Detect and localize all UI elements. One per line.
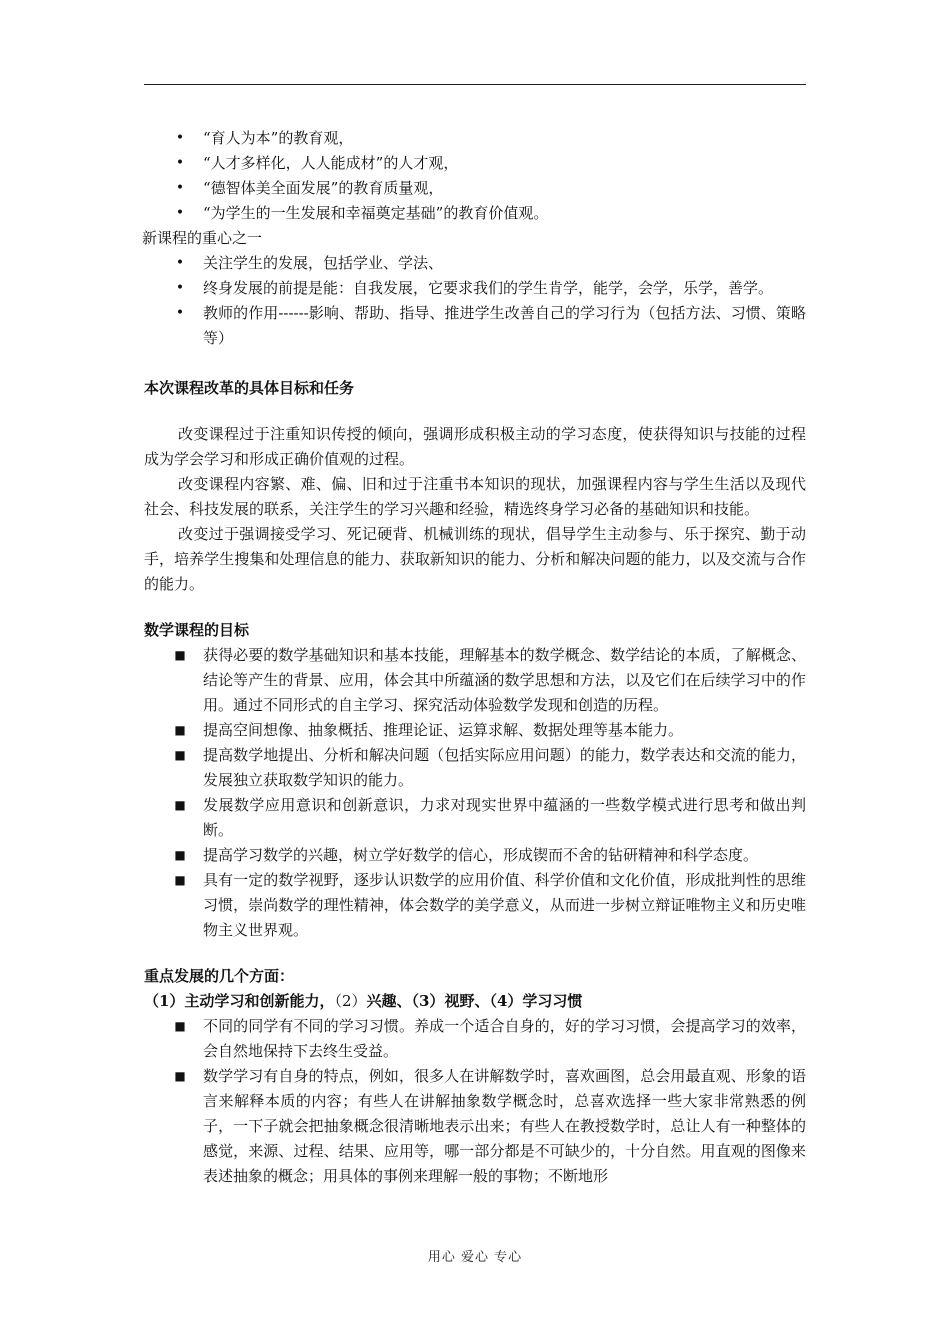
list-item: ■ 发展数学应用意识和创新意识，力求对现实世界中蕴涵的一些数学模式进行思考和做出判断。 [144, 793, 806, 843]
header-rule [144, 84, 806, 85]
reform-paragraph: 改变课程内容繁、难、偏、旧和过于注重书本知识的现状，加强课程内容与学生生活以及现代社会、科技发展的联系，关注学生的学习兴趣和经验，精选终身学习必备的基础知识和技能。 [144, 475, 806, 518]
bullet-dot-icon: • [175, 205, 185, 221]
list-item: • “为学生的一生发展和幸福奠定基础”的教育价值观。 [144, 201, 806, 226]
bullet-dot-icon: • [175, 180, 185, 196]
list-item: • “德智体美全面发展”的教育质量观， [144, 176, 806, 201]
list-item: ■ 获得必要的数学基础知识和基本技能，理解基本的数学概念、数学结论的本质，了解概念、结论等产生的背景、应用，体会其中所蕴涵的数学思想和方法，以及它们在后续学习中的作用。通过不同形式的自主学习、探究活动体验数学发现和创造的历程。 [144, 643, 806, 718]
curriculum-focus-subtitle: 新课程的重心之一 [142, 229, 263, 247]
list-item: ■ 提高空间想像、抽象概括、推理论证、运算求解、数据处理等基本能力。 [144, 718, 806, 743]
list-item: ■ 提高学习数学的兴趣，树立学好数学的信心，形成锲而不舍的钻研精神和科学态度。 [144, 843, 806, 868]
section-heading-reform-goals: 本次课程改革的具体目标和任务 [144, 379, 355, 397]
education-views-list [144, 126, 806, 226]
bullet-square-icon: ■ [174, 873, 186, 887]
key-aspects-line: （1）主动学习和创新能力，（2）兴趣、（3）视野、（4）学习习惯 [144, 992, 583, 1010]
bullet-square-icon: ■ [174, 1019, 186, 1033]
list-item: ■ 提高数学地提出、分析和解决问题（包括实际应用问题）的能力，数学表达和交流的能力，发展独立获取数学知识的能力。 [144, 743, 806, 793]
bullet-dot-icon: • [175, 155, 185, 171]
bullet-square-icon: ■ [174, 648, 186, 662]
list-item: • “育人为本”的教育观， [144, 126, 806, 151]
document-body [144, 126, 806, 1189]
list-item: • “人才多样化，人人能成材”的人才观， [144, 151, 806, 176]
reform-paragraph: 改变过于强调接受学习、死记硬背、机械训练的现状，倡导学生主动参与、乐于探究、勤于动手，培养学生搜集和处理信息的能力、获取新知识的能力、分析和解决问题的能力，以及交流与合作的能力。 [144, 525, 806, 593]
bullet-square-icon: ■ [174, 798, 186, 812]
list-item: • 终身发展的前提是能：自我发展，它要求我们的学生肯学，能学，会学，乐学，善学。 [144, 276, 806, 301]
section-heading-math-goals: 数学课程的目标 [144, 621, 250, 639]
bullet-square-icon: ■ [174, 1069, 186, 1083]
list-item: • 关注学生的发展，包括学业、学法、 [144, 251, 806, 276]
math-goals-list [144, 643, 806, 943]
page-footer: 用心 爱心 专心 [427, 1250, 523, 1265]
list-item: ■ 不同的同学有不同的学习习惯。养成一个适合自身的，好的学习习惯，会提高学习的效率，会自然地保持下去终生受益。 [144, 1014, 806, 1064]
bullet-dot-icon: • [175, 255, 185, 271]
list-item: • 教师的作用------影响、帮助、指导、推进学生改善自己的学习行为（包括方法、习惯、策略等） [144, 301, 806, 351]
bullet-square-icon: ■ [174, 848, 186, 862]
bullet-dot-icon: • [175, 130, 185, 146]
section-heading-key-aspects: 重点发展的几个方面： [144, 967, 295, 985]
list-item: ■ 具有一定的数学视野，逐步认识数学的应用价值、科学价值和文化价值，形成批判性的思维习惯，崇尚数学的理性精神，体会数学的美学意义，从而进一步树立辩证唯物主义和历史唯物主义世界观。 [144, 868, 806, 943]
bullet-square-icon: ■ [174, 723, 186, 737]
bullet-dot-icon: • [175, 305, 185, 321]
bullet-dot-icon: • [175, 280, 185, 296]
reform-paragraph: 改变课程过于注重知识传授的倾向，强调形成积极主动的学习态度，使获得知识与技能的过程成为学会学习和形成正确价值观的过程。 [144, 425, 806, 468]
bullet-square-icon: ■ [174, 748, 186, 762]
list-item: ■ 数学学习有自身的特点，例如，很多人在讲解数学时，喜欢画图，总会用最直观、形象的语言来解释本质的内容；有些人在讲解抽象数学概念时，总喜欢选择一些大家非常熟悉的例子，一下子就会把抽象概念很清晰地表示出来；有些人在教授数学时，总让人有一种整体的感觉，来源、过程、结果、应用等，哪一部分都是不可缺少的，十分自然。用直观的图像来表述抽象的概念；用具体的事例来理解一般的事物；不断地形 [144, 1064, 806, 1189]
curriculum-focus-list [144, 251, 806, 351]
key-aspects-list [144, 1014, 806, 1189]
